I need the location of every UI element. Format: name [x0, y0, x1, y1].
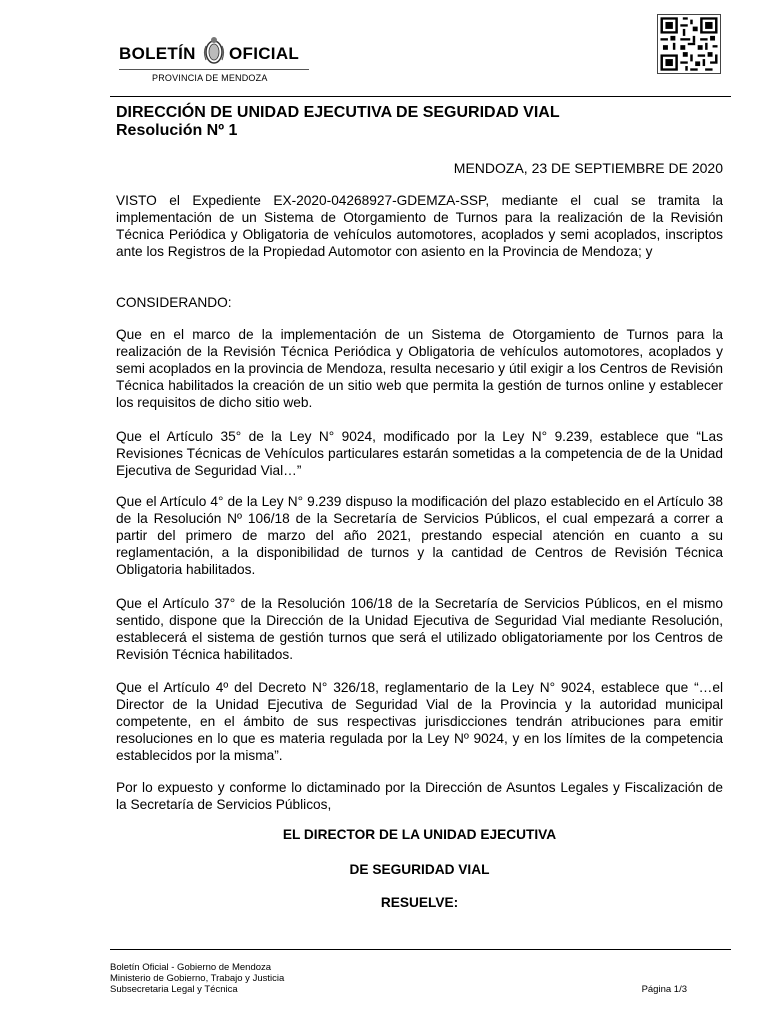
paragraph-2: Que el Artículo 35° de la Ley N° 9024, modificado por la Ley N° 9.239, establece que “Las Revisiones Técnicas de Vehículos particulares estarán sometidas a la competencia de de la Unidad Ejecutiva de Seguridad Vial…”	[116, 429, 723, 478]
resolution-heading-3: RESUELVE:	[380, 895, 459, 910]
paragraph-visto: VISTO el Expediente EX-2020-04268927-GDEMZA-SSP, mediante el cual se tramita la implementación de un Sistema de Otorgamiento de Turnos para la realización de la Revisión Técnica Periódica y Obligatoria de vehículos automotores, acoplados y semi acoplados, inscriptos ante los Registros de la Propiedad Automotor con asiento en la Provincia de Mendoza; y	[116, 193, 723, 259]
footer-block	[110, 962, 284, 995]
mendoza-crest-icon	[202, 36, 226, 66]
logo-word-oficial: OFICIAL	[229, 44, 300, 63]
document-title: DIRECCIÓN DE UNIDAD EJECUTIVA DE SEGURIDAD VIAL	[116, 104, 560, 121]
page-number: Página 1/3	[641, 984, 687, 995]
footer-line-3: Subsecretaria Legal y Técnica	[110, 984, 238, 995]
qr-code-icon	[657, 14, 721, 74]
boletin-oficial-logo	[119, 34, 309, 86]
footer-divider	[110, 949, 731, 950]
paragraph-1: Que en el marco de la implementación de un Sistema de Otorgamiento de Turnos para la realización de la Revisión Técnica Periódica y Obligatoria de vehículos automotores, acoplados y semi acoplados en la provincia de Mendoza, resulta necesario y útil exigir a los Centros de Revisión Técnica habilitados la creación de un sitio web que permita la gestión de turnos online y establecer los requisitos de dicho sitio web.	[116, 327, 723, 410]
logo-word-boletin: BOLETÍN	[119, 44, 196, 63]
footer-line-2: Ministerio de Gobierno, Trabajo y Justicia	[110, 973, 285, 984]
paragraph-5: Que el Artículo 4º del Decreto N° 326/18, reglamentario de la Ley N° 9024, establece que “…el Director de la Unidad Ejecutiva de Seguridad Vial de la Provincia y la autoridad municipal competente, en el ámbito de sus respectivas jurisdicciones tendrán atribuciones para emitir resoluciones en lo que es materia regulada por la Ley Nº 9024, y en los límites de la competencia establecidos por la misma”.	[116, 680, 723, 763]
resolution-number: Resolución Nº 1	[116, 122, 238, 139]
paragraph-4: Que el Artículo 37° de la Resolución 106/18 de la Secretaría de Servicios Públicos, en el mismo sentido, dispone que la Dirección de la Unidad Ejecutiva de Seguridad Vial mediante Resolución, establecerá el sistema de gestión turnos que será el utilizado obligatoriamente por los Centros de Revisión Técnica habilitados.	[116, 596, 723, 662]
document-date: MENDOZA, 23 DE SEPTIEMBRE DE 2020	[453, 160, 723, 176]
document-title-block	[116, 104, 560, 140]
resolution-heading-1: EL DIRECTOR DE LA UNIDAD EJECUTIVA	[282, 827, 557, 842]
paragraph-6: Por lo expuesto y conforme lo dictaminado por la Dirección de Asuntos Legales y Fiscalización de la Secretaría de Servicios Públicos,	[116, 780, 723, 812]
header-divider	[110, 96, 731, 97]
paragraph-3: Que el Artículo 4° de la Ley N° 9.239 dispuso la modificación del plazo establecido en el Artículo 38 de la Resolución Nº 106/18 de la Secretaría de Servicios Públicos, el cual empezará a correr a partir del primero de marzo del año 2021, prestando especial atención en cuanto a su reglamentación, a la disponibilidad de turnos y la cantidad de Centros de Revisión Técnica Obligatoria habilitados.	[116, 494, 723, 577]
logo-subtitle: PROVINCIA DE MENDOZA	[152, 73, 268, 83]
resolution-heading-2: DE SEGURIDAD VIAL	[349, 862, 490, 877]
logo-divider	[119, 69, 309, 70]
paragraph-considerando: CONSIDERANDO:	[116, 295, 232, 310]
footer-line-1: Boletín Oficial - Gobierno de Mendoza	[110, 962, 272, 973]
